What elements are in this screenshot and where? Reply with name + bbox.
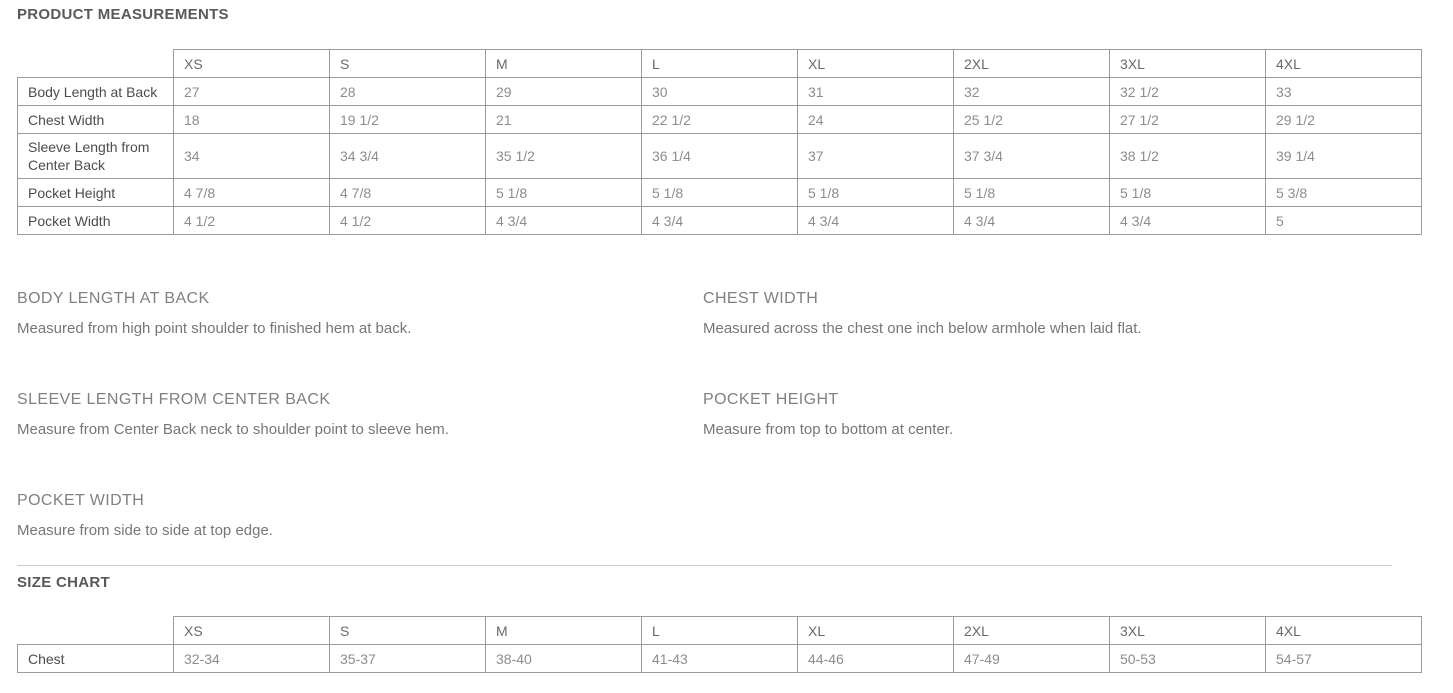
definition-description: Measure from top to bottom at center. xyxy=(703,421,954,438)
table-header-row xyxy=(18,50,1422,78)
table-cell: 31 xyxy=(798,78,954,106)
table-cell: 50-53 xyxy=(1110,645,1266,673)
row-label: Chest xyxy=(18,645,174,673)
table-cell: 35 1/2 xyxy=(486,134,642,179)
row-label: Sleeve Length from Center Back xyxy=(18,134,174,179)
column-header-s: S xyxy=(330,617,486,645)
definition-heading: CHEST WIDTH xyxy=(703,290,819,307)
corner-cell xyxy=(18,50,174,78)
table-cell: 4 3/4 xyxy=(642,207,798,235)
column-header-xs: XS xyxy=(174,617,330,645)
definition-heading: BODY LENGTH AT BACK xyxy=(17,290,210,307)
definition-heading: SLEEVE LENGTH FROM CENTER BACK xyxy=(17,391,331,408)
table-cell: 4 3/4 xyxy=(798,207,954,235)
table-cell: 5 1/8 xyxy=(1110,179,1266,207)
table-row xyxy=(18,78,1422,106)
table-cell: 30 xyxy=(642,78,798,106)
table-cell: 22 1/2 xyxy=(642,106,798,134)
page-title: PRODUCT MEASUREMENTS xyxy=(17,6,229,23)
table-cell: 4 3/4 xyxy=(1110,207,1266,235)
table-cell: 21 xyxy=(486,106,642,134)
column-header-4xl: 4XL xyxy=(1266,617,1422,645)
table-cell: 41-43 xyxy=(642,645,798,673)
definition-description: Measure from side to side at top edge. xyxy=(17,522,273,539)
table-cell: 39 1/4 xyxy=(1266,134,1422,179)
definition-pocket-height xyxy=(703,391,1422,439)
definition-description: Measured across the chest one inch below armhole when laid flat. xyxy=(703,320,1142,337)
column-header-xl: XL xyxy=(798,617,954,645)
table-cell: 32 xyxy=(954,78,1110,106)
table-cell: 37 xyxy=(798,134,954,179)
column-header-2xl: 2XL xyxy=(954,50,1110,78)
row-label: Chest Width xyxy=(18,106,174,134)
table-cell: 32-34 xyxy=(174,645,330,673)
section-divider xyxy=(17,565,1392,566)
definition-description: Measured from high point shoulder to finished hem at back. xyxy=(17,320,412,337)
table-cell: 4 3/4 xyxy=(954,207,1110,235)
definition-heading: POCKET WIDTH xyxy=(17,492,145,509)
size-chart-title: SIZE CHART xyxy=(17,574,110,591)
row-label: Pocket Height xyxy=(18,179,174,207)
column-header-3xl: 3XL xyxy=(1110,50,1266,78)
definition-heading: POCKET HEIGHT xyxy=(703,391,839,408)
table-row xyxy=(18,207,1422,235)
table-row xyxy=(18,645,1422,673)
table-cell: 5 3/8 xyxy=(1266,179,1422,207)
table-cell: 4 1/2 xyxy=(330,207,486,235)
column-header-l: L xyxy=(642,617,798,645)
table-cell: 5 1/8 xyxy=(798,179,954,207)
definition-body-length-at-back xyxy=(17,290,703,338)
table-row xyxy=(18,106,1422,134)
table-cell: 4 1/2 xyxy=(174,207,330,235)
corner-cell xyxy=(18,617,174,645)
table-cell: 19 1/2 xyxy=(330,106,486,134)
column-header-l: L xyxy=(642,50,798,78)
table-cell: 34 3/4 xyxy=(330,134,486,179)
table-cell: 44-46 xyxy=(798,645,954,673)
definition-empty-slot xyxy=(703,492,1422,540)
table-cell: 29 1/2 xyxy=(1266,106,1422,134)
row-label: Pocket Width xyxy=(18,207,174,235)
column-header-s: S xyxy=(330,50,486,78)
table-cell: 38-40 xyxy=(486,645,642,673)
table-cell: 37 3/4 xyxy=(954,134,1110,179)
table-cell: 24 xyxy=(798,106,954,134)
table-cell: 5 xyxy=(1266,207,1422,235)
product-measurements-table xyxy=(17,49,1422,235)
table-cell: 5 1/8 xyxy=(486,179,642,207)
definition-description: Measure from Center Back neck to shoulder point to sleeve hem. xyxy=(17,421,449,438)
table-cell: 5 1/8 xyxy=(954,179,1110,207)
column-header-xs: XS xyxy=(174,50,330,78)
table-cell: 4 3/4 xyxy=(486,207,642,235)
column-header-xl: XL xyxy=(798,50,954,78)
table-cell: 4 7/8 xyxy=(174,179,330,207)
table-cell: 35-37 xyxy=(330,645,486,673)
table-cell: 27 1/2 xyxy=(1110,106,1266,134)
table-cell: 34 xyxy=(174,134,330,179)
table-header-row xyxy=(18,617,1422,645)
measurements-table-container xyxy=(17,49,1422,235)
table-cell: 47-49 xyxy=(954,645,1110,673)
table-cell: 25 1/2 xyxy=(954,106,1110,134)
column-header-m: M xyxy=(486,50,642,78)
measurement-definitions xyxy=(17,290,1422,540)
table-row xyxy=(18,179,1422,207)
table-cell: 4 7/8 xyxy=(330,179,486,207)
size-chart-table xyxy=(17,616,1422,673)
definition-pocket-width xyxy=(17,492,703,540)
table-cell: 36 1/4 xyxy=(642,134,798,179)
column-header-3xl: 3XL xyxy=(1110,617,1266,645)
table-cell: 5 1/8 xyxy=(642,179,798,207)
table-cell: 32 1/2 xyxy=(1110,78,1266,106)
column-header-m: M xyxy=(486,617,642,645)
table-cell: 28 xyxy=(330,78,486,106)
definition-sleeve-length xyxy=(17,391,703,439)
table-cell: 33 xyxy=(1266,78,1422,106)
row-label: Body Length at Back xyxy=(18,78,174,106)
table-cell: 18 xyxy=(174,106,330,134)
table-cell: 29 xyxy=(486,78,642,106)
size-chart-table-container xyxy=(17,616,1422,673)
table-row xyxy=(18,134,1422,179)
table-cell: 27 xyxy=(174,78,330,106)
column-header-2xl: 2XL xyxy=(954,617,1110,645)
column-header-4xl: 4XL xyxy=(1266,50,1422,78)
definition-chest-width xyxy=(703,290,1422,338)
table-cell: 54-57 xyxy=(1266,645,1422,673)
table-cell: 38 1/2 xyxy=(1110,134,1266,179)
